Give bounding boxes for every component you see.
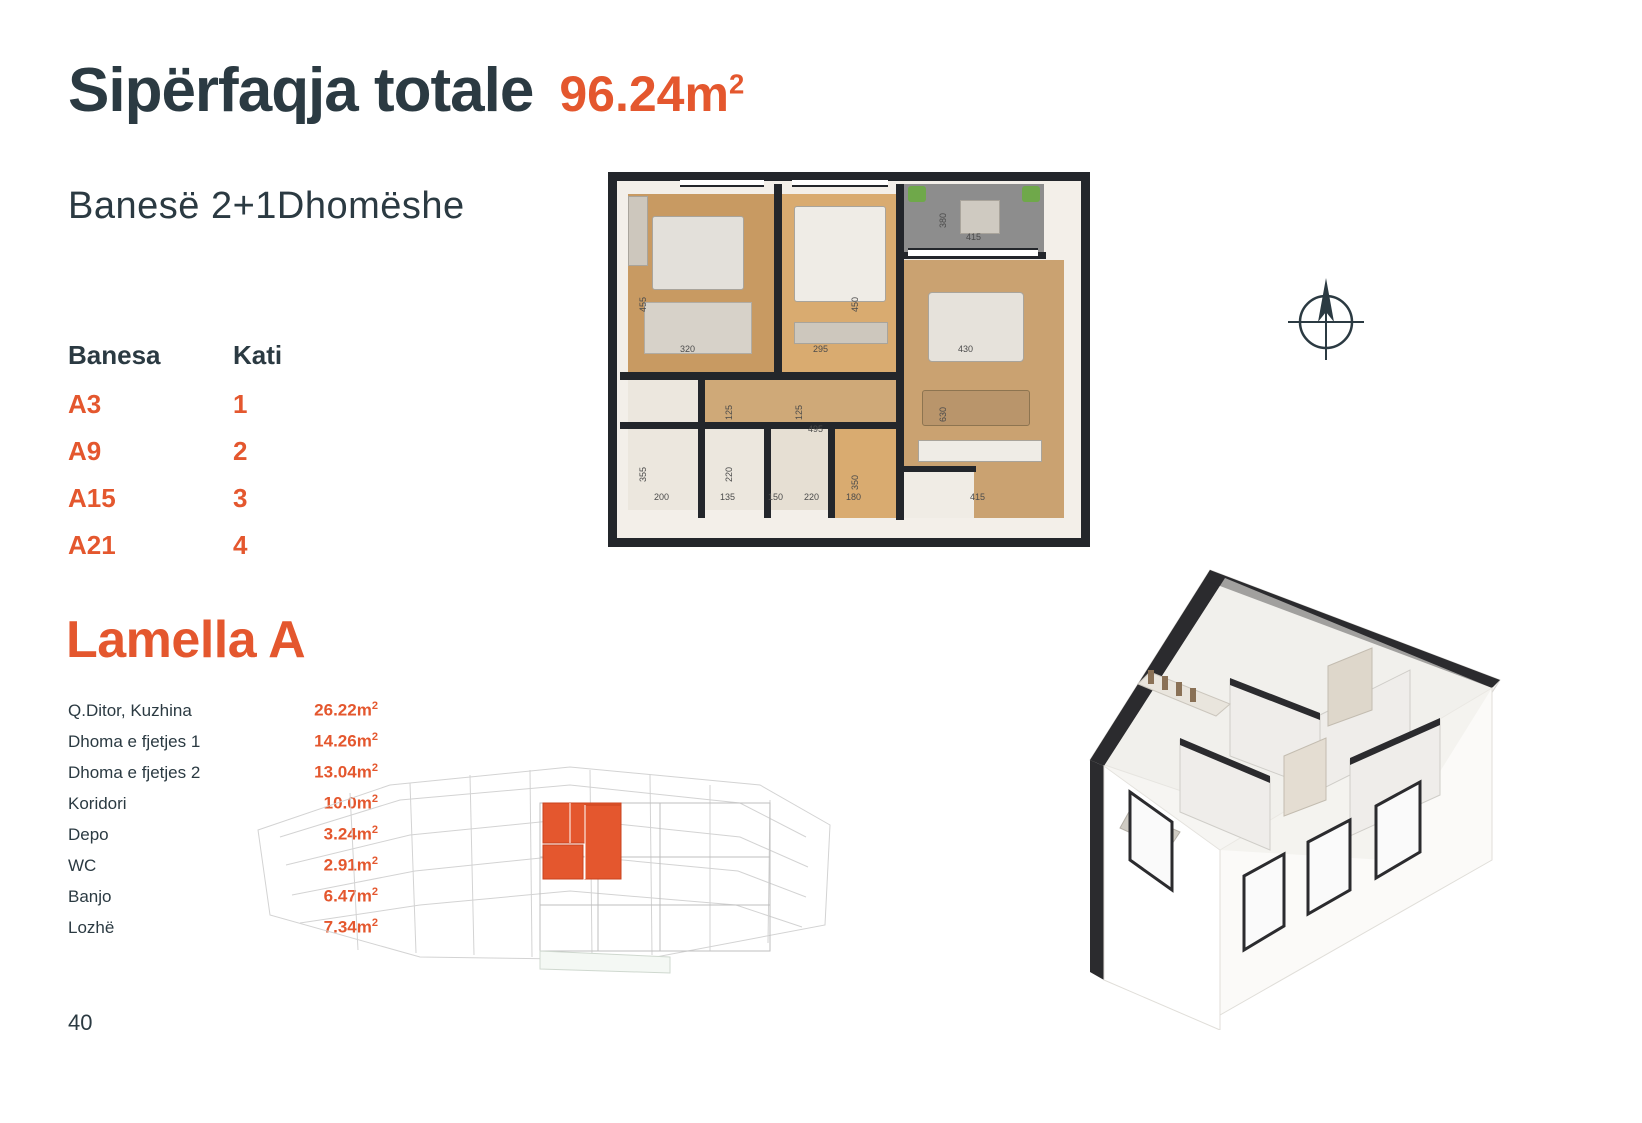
dimension-label: 135	[720, 492, 736, 502]
room-area-sup: 2	[371, 886, 378, 898]
table-row	[68, 530, 368, 561]
furniture-wardrobe-1	[628, 196, 648, 266]
furniture-kitchen-counter	[918, 440, 1042, 462]
room-area-sup: 2	[371, 762, 378, 774]
room-bath-floor	[628, 380, 700, 510]
room-name: Dhoma e fjetjes 2	[68, 762, 201, 782]
apartment-3d-view	[880, 560, 1520, 1030]
dimension-label: 320	[680, 344, 696, 354]
room-area-number: 7.34m	[323, 917, 372, 937]
unit-floor: 2	[233, 436, 248, 466]
table-row	[68, 436, 368, 467]
dimension-label: 220	[804, 492, 820, 502]
balcony-planter-left	[908, 186, 926, 202]
total-area-value	[559, 65, 744, 123]
balcony-planter-right	[1022, 186, 1040, 202]
room-name: Q.Ditor, Kuzhina	[68, 700, 192, 720]
furniture-rug-1	[644, 302, 752, 354]
balcony-table	[960, 200, 1000, 234]
units-table	[68, 340, 368, 577]
apartment-type-subtitle: Banesë 2+1Dhomëshe	[68, 185, 465, 227]
window-opening	[680, 178, 764, 187]
room-entry-lobby-floor	[904, 472, 974, 518]
dimension-label: 455	[638, 296, 648, 312]
interior-wall	[620, 422, 904, 429]
room-area-number: 10.0m	[323, 793, 372, 813]
room-area	[283, 700, 378, 721]
interior-wall	[774, 184, 782, 378]
table-row	[68, 483, 368, 514]
column-header-banesa: Banesa	[68, 340, 161, 370]
room-area-number: 3.24m	[323, 824, 372, 844]
furniture-bed-1	[652, 216, 744, 290]
room-name: Depo	[68, 824, 109, 844]
dimension-label: 380	[938, 212, 948, 228]
title-text: Sipërfaqja totale	[68, 56, 534, 125]
room-area-sup: 2	[371, 855, 378, 867]
dimension-label: 495	[808, 424, 824, 434]
room-name: Banjo	[68, 886, 112, 906]
interior-wall	[620, 372, 904, 380]
furniture-wardrobe-2	[794, 322, 888, 344]
north-compass-icon	[1272, 272, 1380, 368]
dimension-label: 200	[654, 492, 670, 502]
units-table-header	[68, 340, 368, 371]
unit-code: A15	[68, 483, 116, 513]
dimension-label: 295	[813, 344, 829, 354]
room-area-number: 2.91m	[323, 855, 372, 875]
interior-wall	[828, 424, 835, 518]
room-entry-floor	[834, 428, 900, 518]
room-area-sup: 2	[371, 700, 378, 712]
dimension-label: 150	[768, 492, 784, 502]
room-name: Koridori	[68, 793, 127, 813]
dimension-label: 630	[938, 406, 948, 422]
list-item	[68, 700, 388, 731]
room-area-number: 13.04m	[314, 762, 372, 782]
room-area-sup: 2	[371, 917, 378, 929]
dimension-label: 430	[958, 344, 974, 354]
unit-code: A21	[68, 530, 116, 560]
interior-wall	[698, 376, 705, 518]
room-area-number: 6.47m	[323, 886, 372, 906]
site-key-plan	[240, 745, 840, 980]
furniture-bed-2	[794, 206, 886, 302]
unit-code: A3	[68, 389, 102, 419]
page-title	[68, 55, 744, 126]
dimension-label: 125	[724, 404, 734, 420]
room-corridor-floor	[704, 376, 904, 426]
floor-plan-2d	[608, 172, 1090, 547]
total-area-unit-sup: 2	[728, 68, 745, 100]
total-area-number: 96.24m	[559, 66, 729, 122]
dimension-label: 450	[850, 296, 860, 312]
unit-floor: 3	[233, 483, 248, 513]
room-name: WC	[68, 855, 97, 875]
dimension-label: 180	[846, 492, 862, 502]
unit-floor: 4	[233, 530, 248, 560]
window-opening	[908, 248, 1038, 258]
lamella-heading: Lamella A	[66, 611, 306, 669]
page-number: 40	[68, 1010, 93, 1035]
dimension-label: 220	[724, 466, 734, 482]
room-area-number: 26.22m	[314, 700, 372, 720]
interior-wall	[764, 424, 771, 518]
interior-wall	[896, 184, 904, 520]
dimension-label: 415	[970, 492, 986, 502]
column-header-kati: Kati	[233, 340, 283, 370]
dimension-label: 350	[850, 474, 860, 490]
interior-wall	[904, 466, 976, 472]
room-name: Lozhë	[68, 917, 115, 937]
room-area-sup: 2	[371, 731, 378, 743]
room-area-number: 14.26m	[314, 731, 372, 751]
unit-code: A9	[68, 436, 102, 466]
room-area-sup: 2	[371, 824, 378, 836]
window-opening	[792, 178, 888, 187]
dimension-label: 415	[966, 232, 982, 242]
dimension-label: 355	[638, 466, 648, 482]
dimension-label: 125	[794, 404, 804, 420]
furniture-sofa	[928, 292, 1024, 362]
room-name: Dhoma e fjetjes 1	[68, 731, 201, 751]
table-row	[68, 389, 368, 420]
room-area-sup: 2	[371, 793, 378, 805]
unit-floor: 1	[233, 389, 248, 419]
